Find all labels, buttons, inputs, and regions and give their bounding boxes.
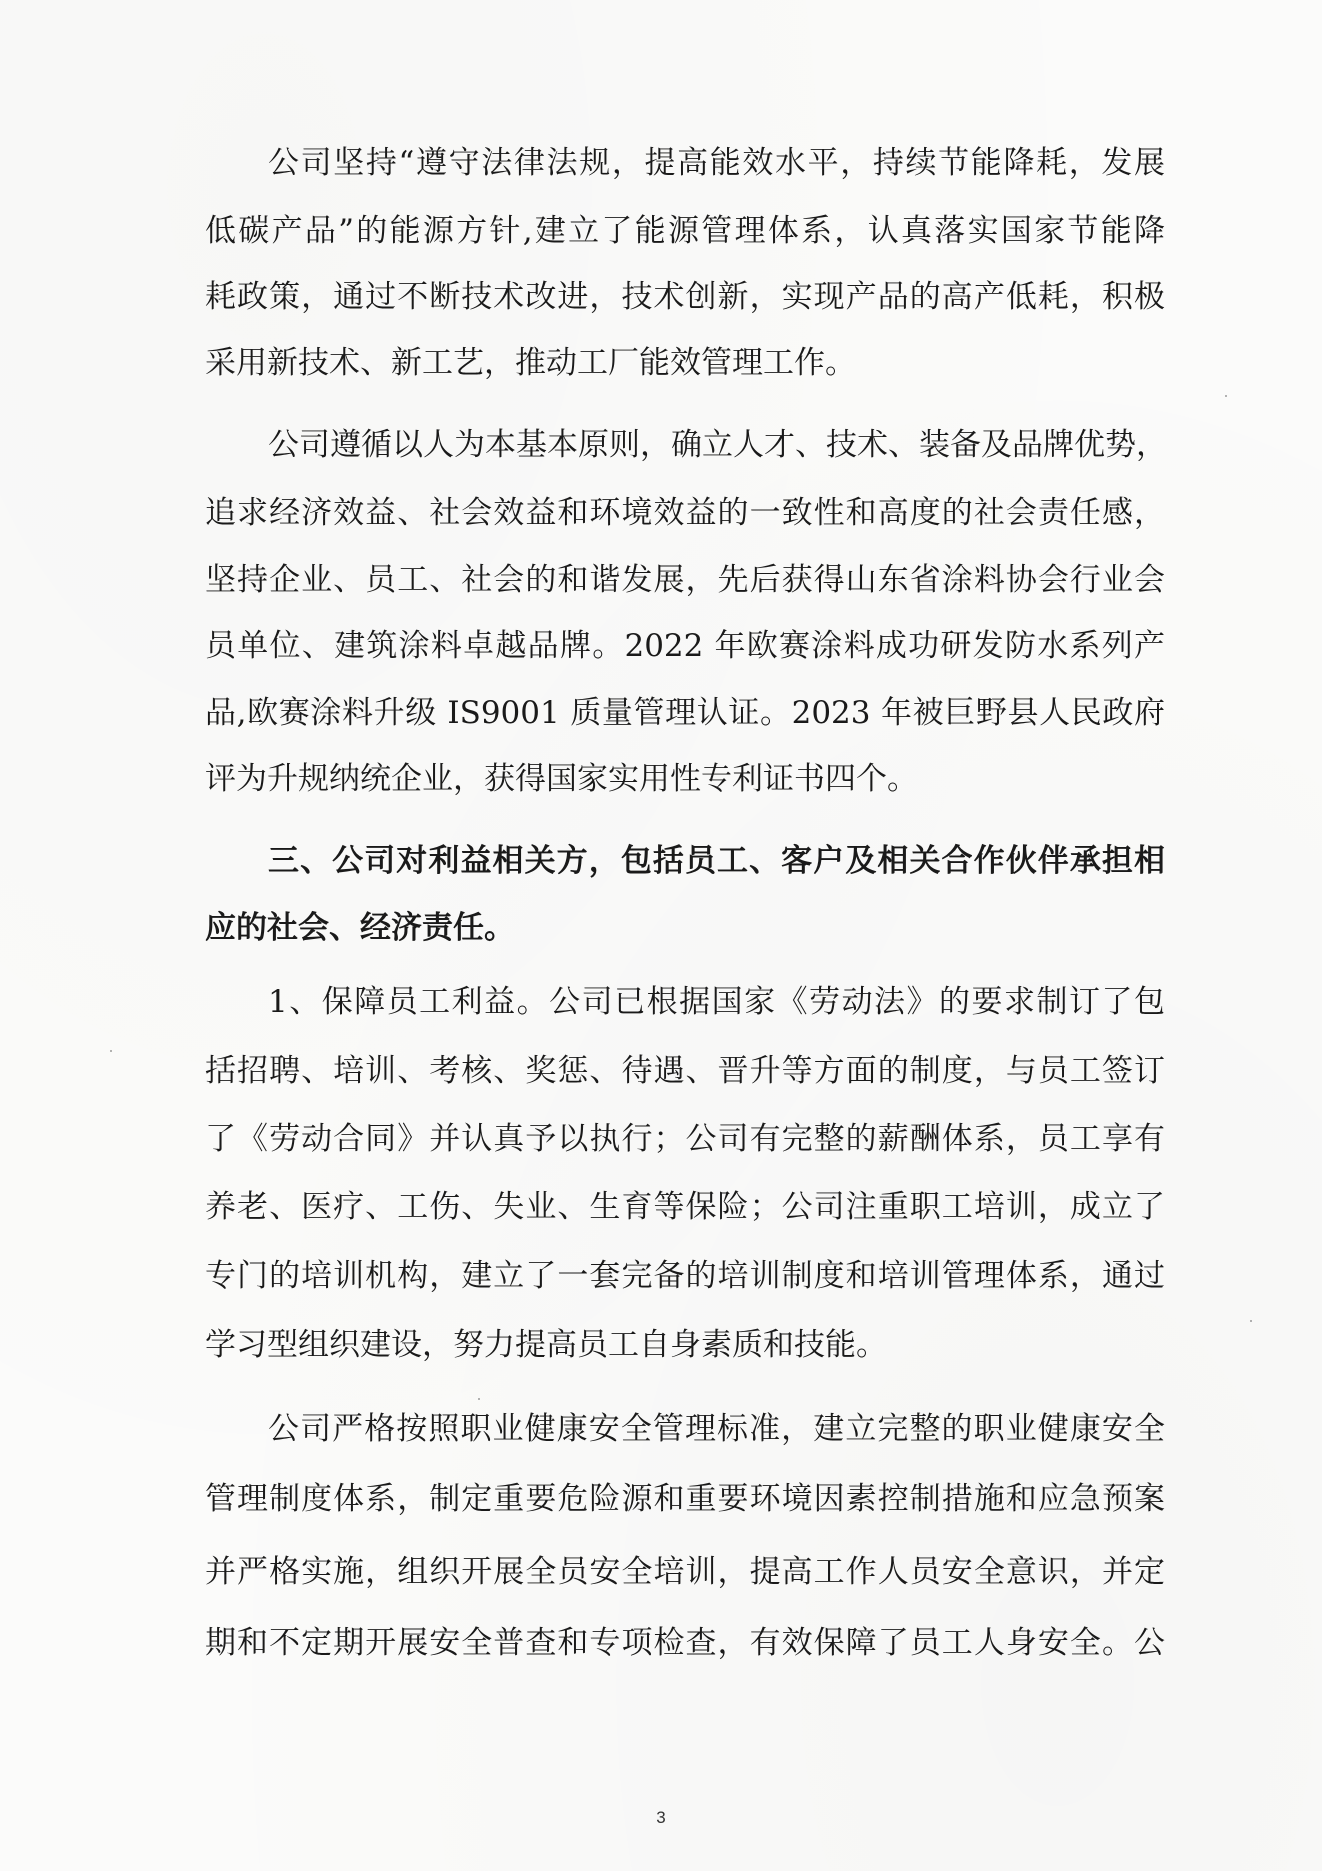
paragraph-4-line-2: 括招聘、培训、考核、奖惩、待遇、晋升等方面的制度，与员工签订 xyxy=(205,1053,1165,1089)
scan-speck xyxy=(478,1398,480,1400)
paragraph-2-line-5: 品,欧赛涂料升级 IS9001 质量管理认证。2023 年被巨野县人民政府 xyxy=(205,695,1165,731)
paragraph-5-line-2: 管理制度体系，制定重要危险源和重要环境因素控制措施和应急预案 xyxy=(205,1481,1165,1517)
paragraph-1-line-2: 低碳产品”的能源方针,建立了能源管理体系，认真落实国家节能降 xyxy=(205,213,1165,249)
scan-speck xyxy=(1225,395,1227,397)
paragraph-5-line-4: 期和不定期开展安全普查和专项检查，有效保障了员工人身安全。公 xyxy=(205,1625,1165,1661)
scan-speck xyxy=(110,1050,112,1052)
paragraph-4-line-3: 了《劳动合同》并认真予以执行；公司有完整的薪酬体系，员工享有 xyxy=(205,1121,1165,1157)
paragraph-4-line-1: 1、保障员工利益。公司已根据国家《劳动法》的要求制订了包 xyxy=(268,984,1165,1020)
paragraph-2-line-6: 评为升规纳统企业，获得国家实用性专利证书四个。 xyxy=(205,761,918,797)
paragraph-4-line-6: 学习型组织建设，努力提高员工自身素质和技能。 xyxy=(205,1327,887,1363)
page-number: 3 xyxy=(656,1808,666,1827)
paragraph-2-line-2: 追求经济效益、社会效益和环境效益的一致性和高度的社会责任感， xyxy=(205,495,1165,531)
paragraph-5-line-1: 公司严格按照职业健康安全管理标准，建立完整的职业健康安全 xyxy=(268,1411,1165,1447)
paragraph-1-line-3: 耗政策，通过不断技术改进，技术创新，实现产品的高产低耗，积极 xyxy=(205,279,1165,315)
section-heading-line-1: 三、公司对利益相关方，包括员工、客户及相关合作伙伴承担相 xyxy=(268,843,1165,879)
paragraph-2-line-4: 员单位、建筑涂料卓越品牌。2022 年欧赛涂料成功研发防水系列产 xyxy=(205,628,1165,664)
paragraph-4-line-5: 专门的培训机构，建立了一套完备的培训制度和培训管理体系，通过 xyxy=(205,1258,1165,1294)
paragraph-2-line-1: 公司遵循以人为本基本原则，确立人才、技术、装备及品牌优势， xyxy=(268,427,1167,463)
paragraph-5-line-3: 并严格实施，组织开展全员安全培训，提高工作人员安全意识，并定 xyxy=(205,1554,1165,1590)
paragraph-2-line-3: 坚持企业、员工、社会的和谐发展，先后获得山东省涂料协会行业会 xyxy=(205,562,1165,598)
scan-speck xyxy=(1250,1320,1252,1322)
paragraph-4-line-4: 养老、医疗、工伤、失业、生育等保险；公司注重职工培训，成立了 xyxy=(205,1189,1165,1225)
paragraph-1-line-4: 采用新技术、新工艺，推动工厂能效管理工作。 xyxy=(205,345,856,381)
section-heading-line-2: 应的社会、经济责任。 xyxy=(205,910,515,946)
paragraph-1-line-1: 公司坚持“遵守法律法规，提高能效水平，持续节能降耗，发展 xyxy=(268,145,1165,181)
